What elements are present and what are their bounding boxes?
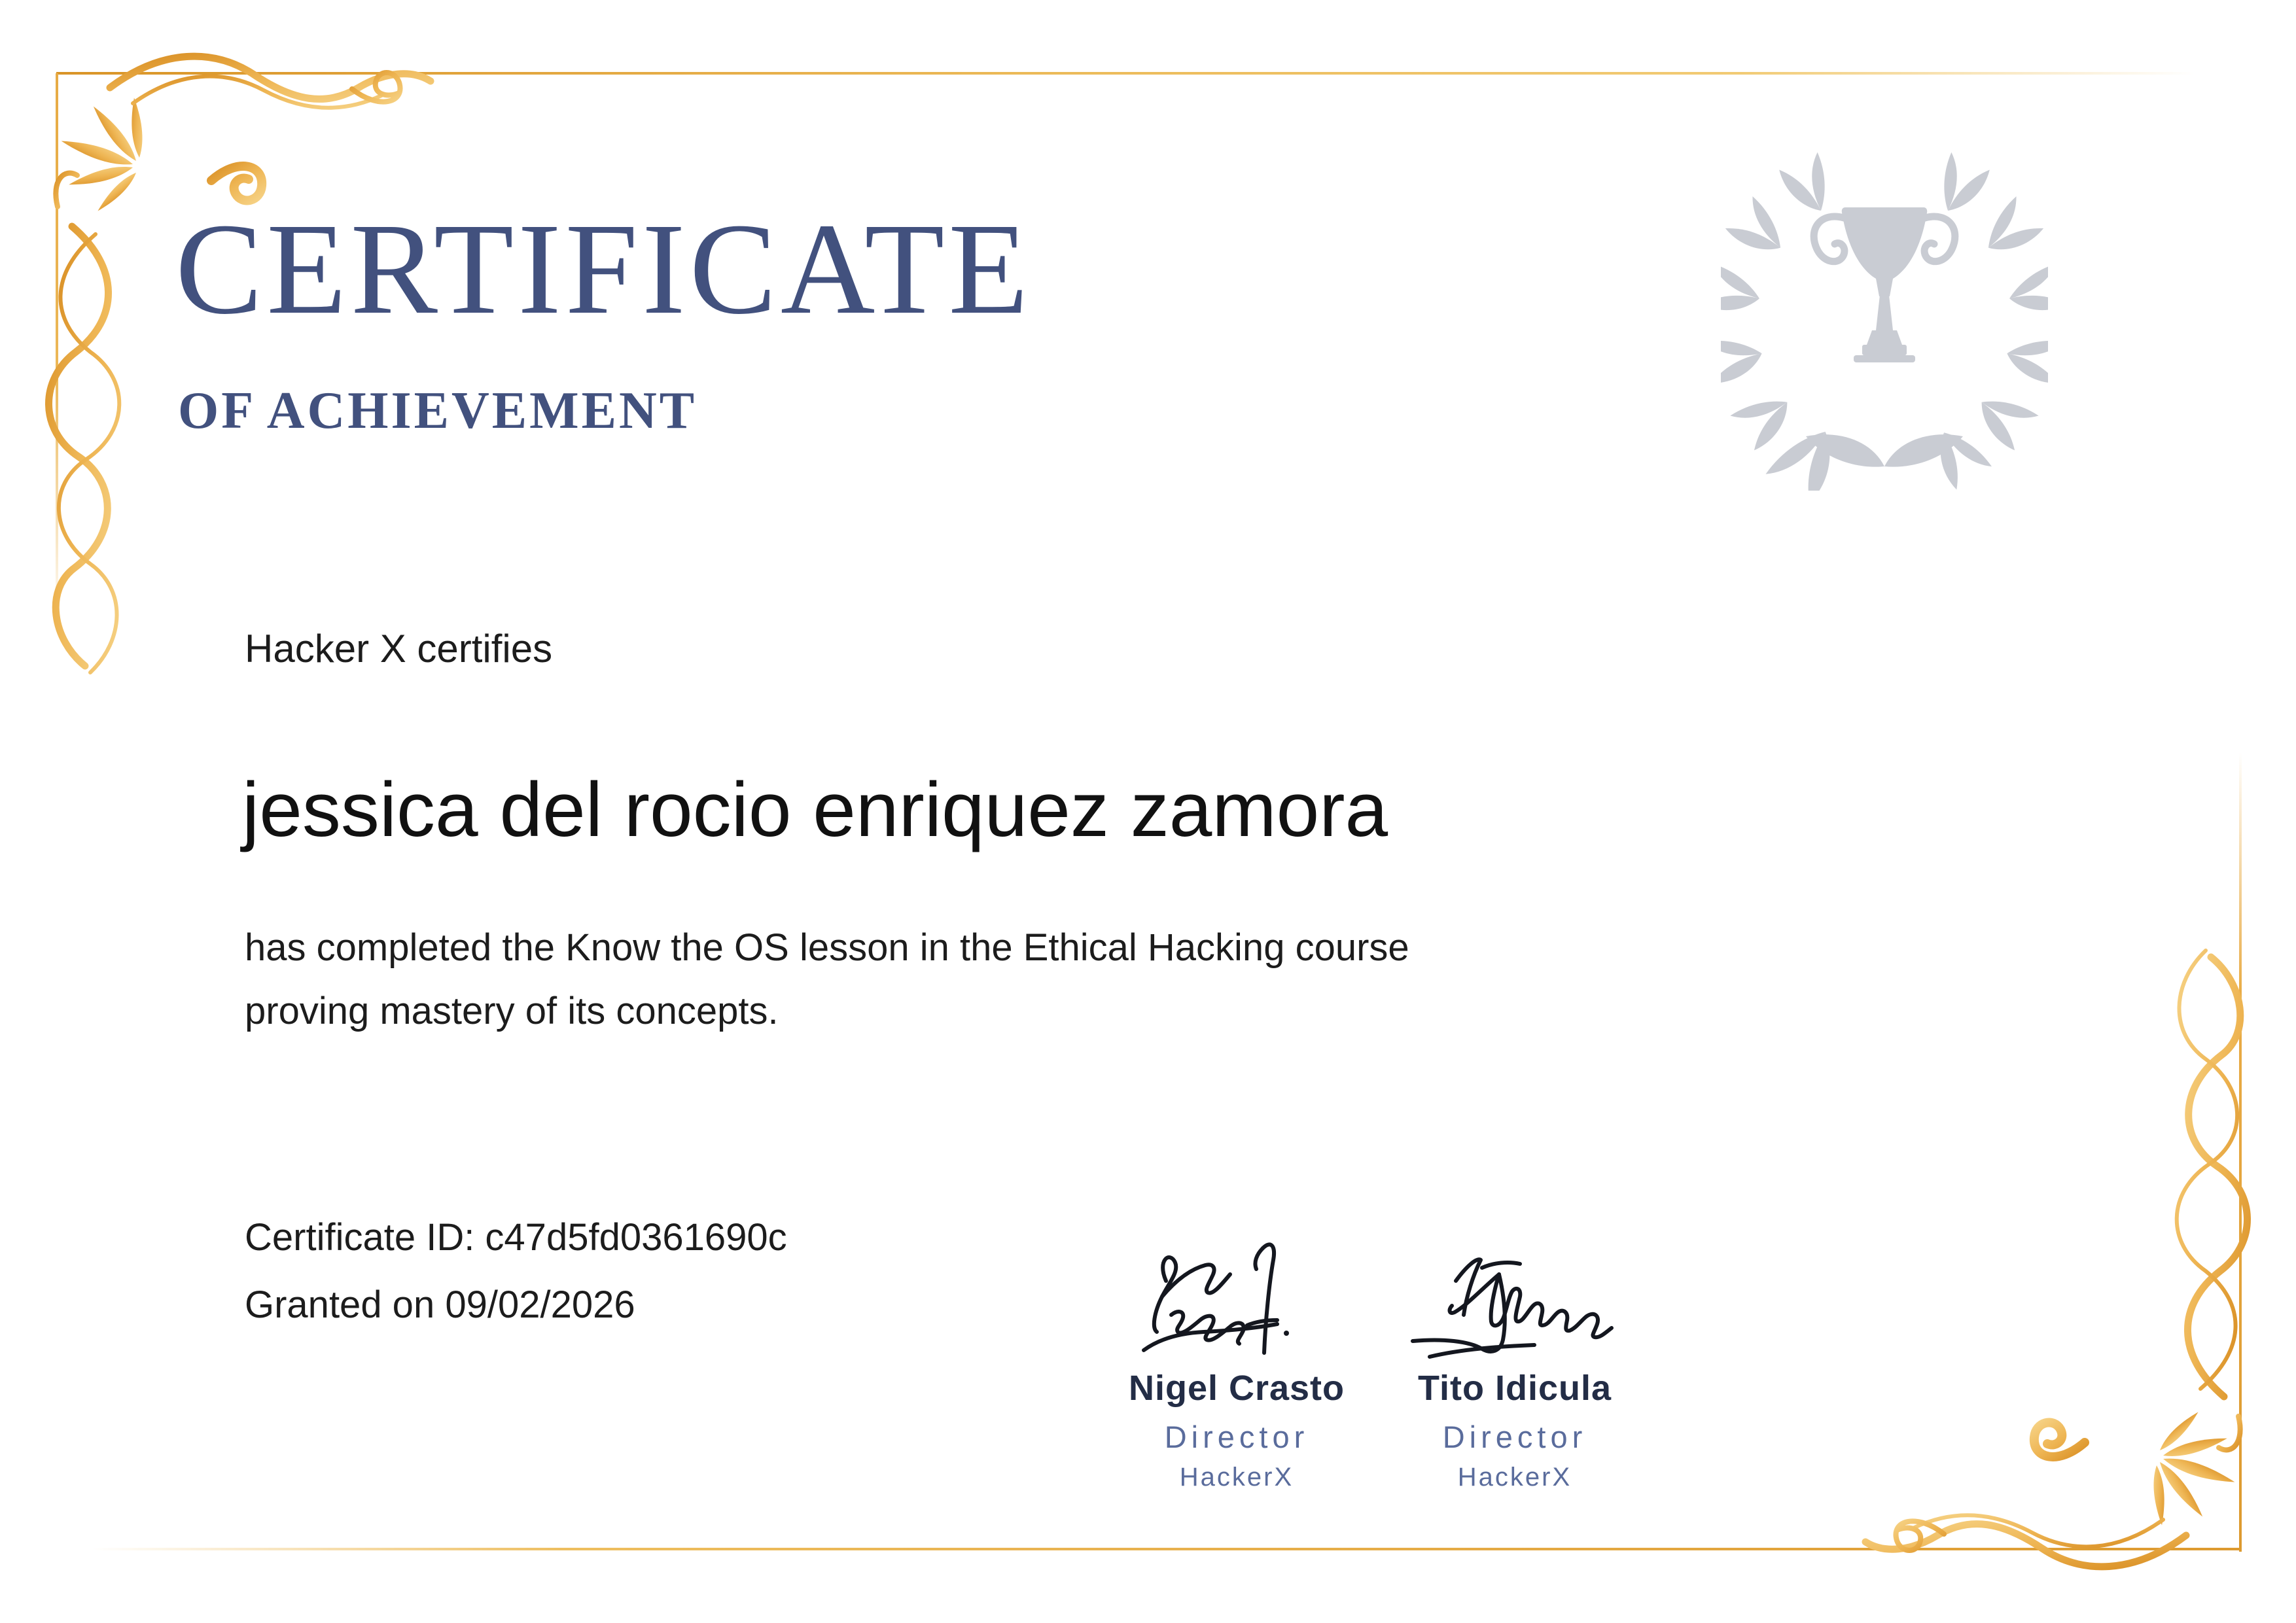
gold-corner-flourish-bottom-right-icon xyxy=(1852,926,2284,1613)
signatory-organization: HackerX xyxy=(1457,1463,1572,1492)
certificate-meta xyxy=(245,1204,787,1338)
certificate-id: Certificate ID: c47d5fd0361690c xyxy=(245,1216,787,1259)
signatory-block-2 xyxy=(1345,1229,1685,1492)
recipient-name: jessica del rocio enriquez zamora xyxy=(242,767,1388,853)
certificate-title: CERTIFICATE xyxy=(175,197,1033,341)
signatory-name: Nigel Crasto xyxy=(1128,1369,1345,1408)
signatory-name: Tito Idicula xyxy=(1417,1369,1612,1408)
description-text xyxy=(245,916,1409,1043)
signatory-organization: HackerX xyxy=(1179,1463,1294,1492)
gold-border-top xyxy=(56,72,2216,75)
gold-border-right xyxy=(2239,752,2242,1552)
certificate-subtitle: OF ACHIEVEMENT xyxy=(178,382,698,440)
description-line-2: proving mastery of its concepts. xyxy=(245,990,779,1032)
signature-nigel-crasto-image xyxy=(1125,1229,1348,1359)
issuer-line: Hacker X certifies xyxy=(245,627,553,671)
description-line-1: has completed the Know the OS lesson in the Ethical Hacking course xyxy=(245,926,1409,969)
grant-date: Granted on 09/02/2026 xyxy=(245,1283,635,1326)
trophy-icon xyxy=(1814,207,1955,362)
signature-tito-idicula-image xyxy=(1404,1229,1626,1359)
gold-corner-flourish-top-left-icon xyxy=(12,10,444,697)
signatory-role: Director xyxy=(1442,1420,1587,1454)
gold-border-bottom xyxy=(92,1548,2242,1550)
gold-border-left xyxy=(56,73,58,626)
signatory-role: Director xyxy=(1164,1420,1309,1454)
laurel-wreath-trophy-icon xyxy=(1721,134,2048,491)
